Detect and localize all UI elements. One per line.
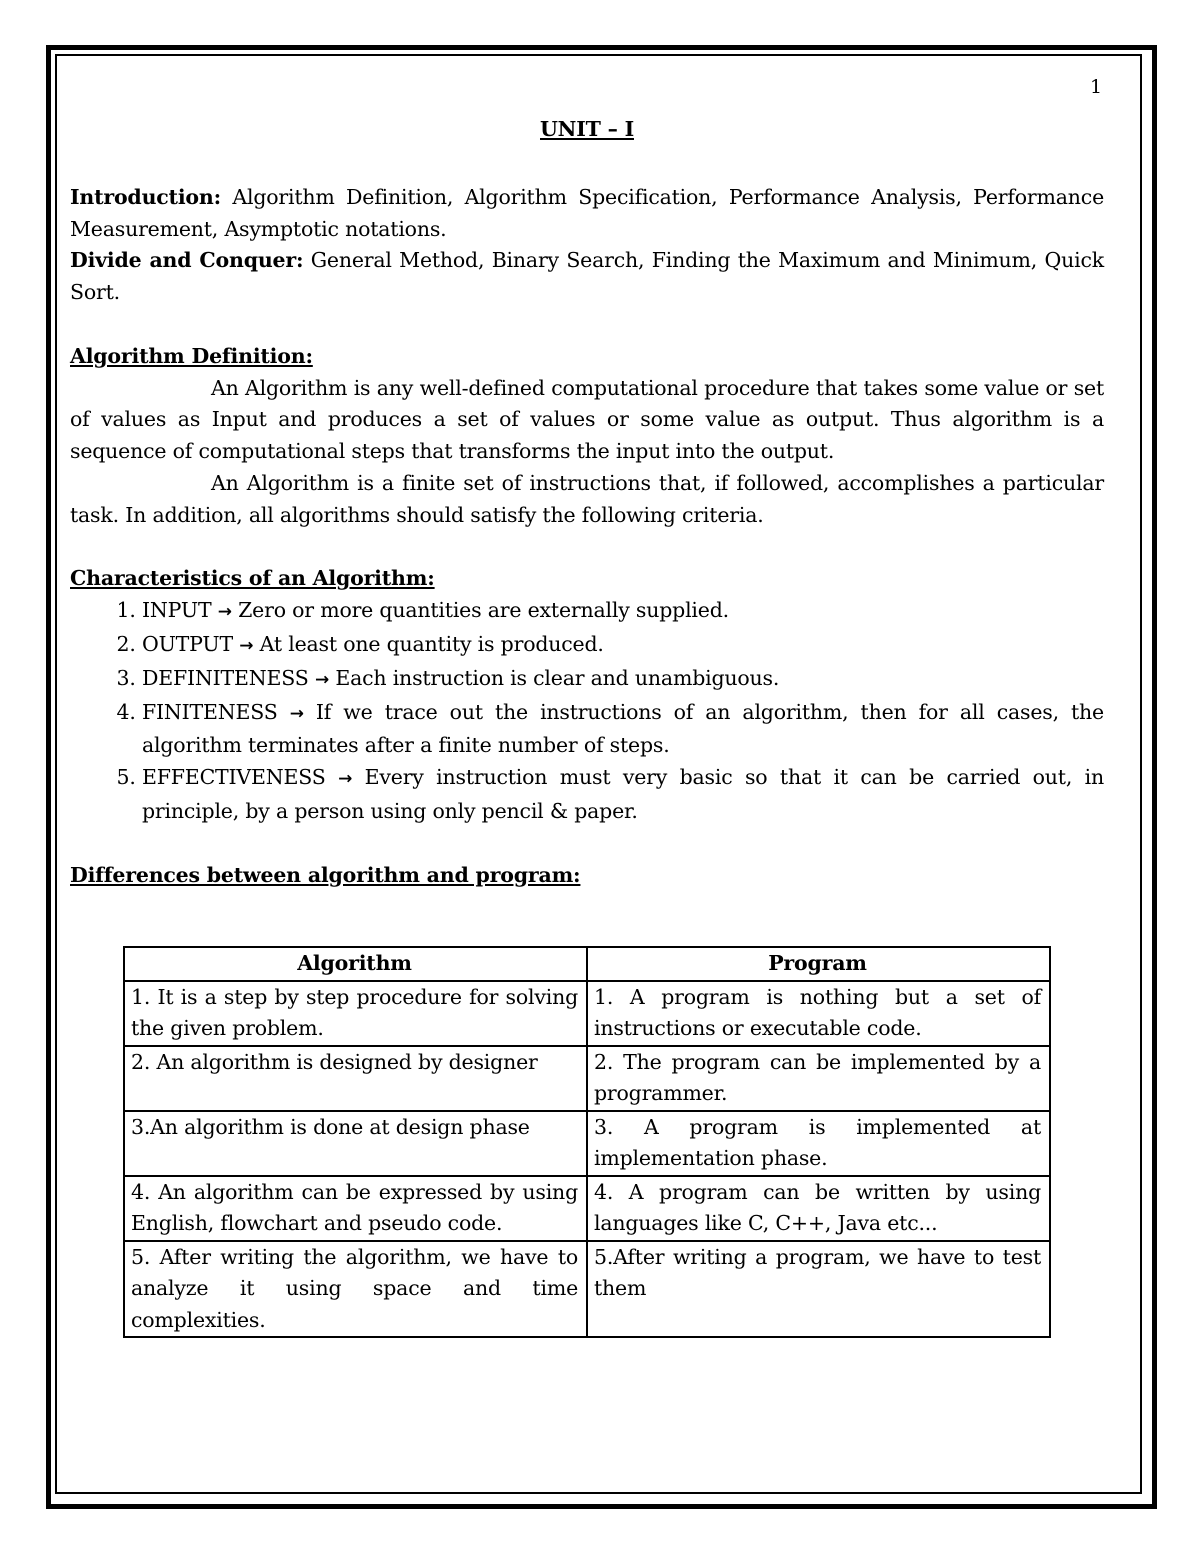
column-header-algorithm: Algorithm <box>124 947 587 981</box>
characteristics-heading: Characteristics of an Algorithm: <box>70 566 435 591</box>
table-row <box>124 1111 1050 1176</box>
table-row <box>124 981 1050 1046</box>
table-cell: 4. A program can be written by using languages like C, C++, Java etc... <box>587 1176 1050 1241</box>
arrow-right-icon: → <box>289 703 304 724</box>
algorithm-definition-heading: Algorithm Definition: <box>70 343 313 368</box>
table-cell: 4. An algorithm can be expressed by using English, flowchart and pseudo code. <box>124 1176 587 1241</box>
table-row <box>124 1241 1050 1338</box>
table-cell: 1. It is a step by step procedure for solving the given problem. <box>124 981 587 1046</box>
arrow-right-icon: → <box>217 602 232 623</box>
introduction-paragraph <box>70 182 1104 246</box>
column-header-program: Program <box>587 947 1050 981</box>
characteristic-item: 3. DEFINITENESS → Each instruction is clear and unambiguous. <box>142 663 1104 697</box>
table-cell: 2. An algorithm is designed by designer <box>124 1046 587 1111</box>
differences-table <box>123 946 1051 1338</box>
characteristics-list <box>70 595 1104 828</box>
table-cell: 2. The program can be implemented by a programmer. <box>587 1046 1050 1111</box>
introduction-label: Introduction: <box>70 184 221 209</box>
table-cell: 5.After writing a program, we have to test them <box>587 1241 1050 1338</box>
divide-conquer-paragraph <box>70 245 1104 309</box>
table-cell: 3. A program is implemented at implementation phase. <box>587 1111 1050 1176</box>
document-body <box>70 114 1104 891</box>
arrow-right-icon: → <box>314 669 329 690</box>
arrow-right-icon: → <box>239 635 254 656</box>
characteristic-item: 4. FINITENESS → If we trace out the instructions of an algorithm, then for all cases, the algorithm terminates after a finite number of steps. <box>142 697 1104 763</box>
page-number: 1 <box>1090 76 1103 98</box>
divide-conquer-label: Divide and Conquer: <box>70 248 304 273</box>
introduction-text: Algorithm Definition, Algorithm Specification, Performance Analysis, Performance Measurement, Asymptotic notations. <box>70 184 1104 241</box>
definition-paragraph-2: An Algorithm is a finite set of instructions that, if followed, accomplishes a particular task. In addition, all algorithms should satisfy the following criteria. <box>70 470 1104 527</box>
differences-heading: Differences between algorithm and program: <box>70 862 581 887</box>
table-cell: 5. After writing the algorithm, we have to analyze it using space and time complexities. <box>124 1241 587 1338</box>
unit-title: UNIT – I <box>540 117 634 141</box>
arrow-right-icon: → <box>338 769 353 790</box>
characteristic-item: 2. OUTPUT → At least one quantity is produced. <box>142 629 1104 663</box>
table-cell: 3.An algorithm is done at design phase <box>124 1111 587 1176</box>
divide-conquer-text: General Method, Binary Search, Finding the Maximum and Minimum, Quick Sort. <box>70 248 1104 305</box>
table-cell: 1. A program is nothing but a set of instructions or executable code. <box>587 981 1050 1046</box>
definition-paragraph-1: An Algorithm is any well-defined computational procedure that takes some value or set of values as Input and produces a set of values or some value as output. Thus algorithm is a sequence of computational steps that transforms the input into the output. <box>70 375 1104 464</box>
characteristic-item: 1. INPUT → Zero or more quantities are externally supplied. <box>142 595 1104 629</box>
characteristic-item: 5. EFFECTIVENESS → Every instruction must very basic so that it can be carried out, in principle, by a person using only pencil & paper. <box>142 762 1104 828</box>
table-header-row <box>124 947 1050 981</box>
table-row <box>124 1046 1050 1111</box>
table-row <box>124 1176 1050 1241</box>
